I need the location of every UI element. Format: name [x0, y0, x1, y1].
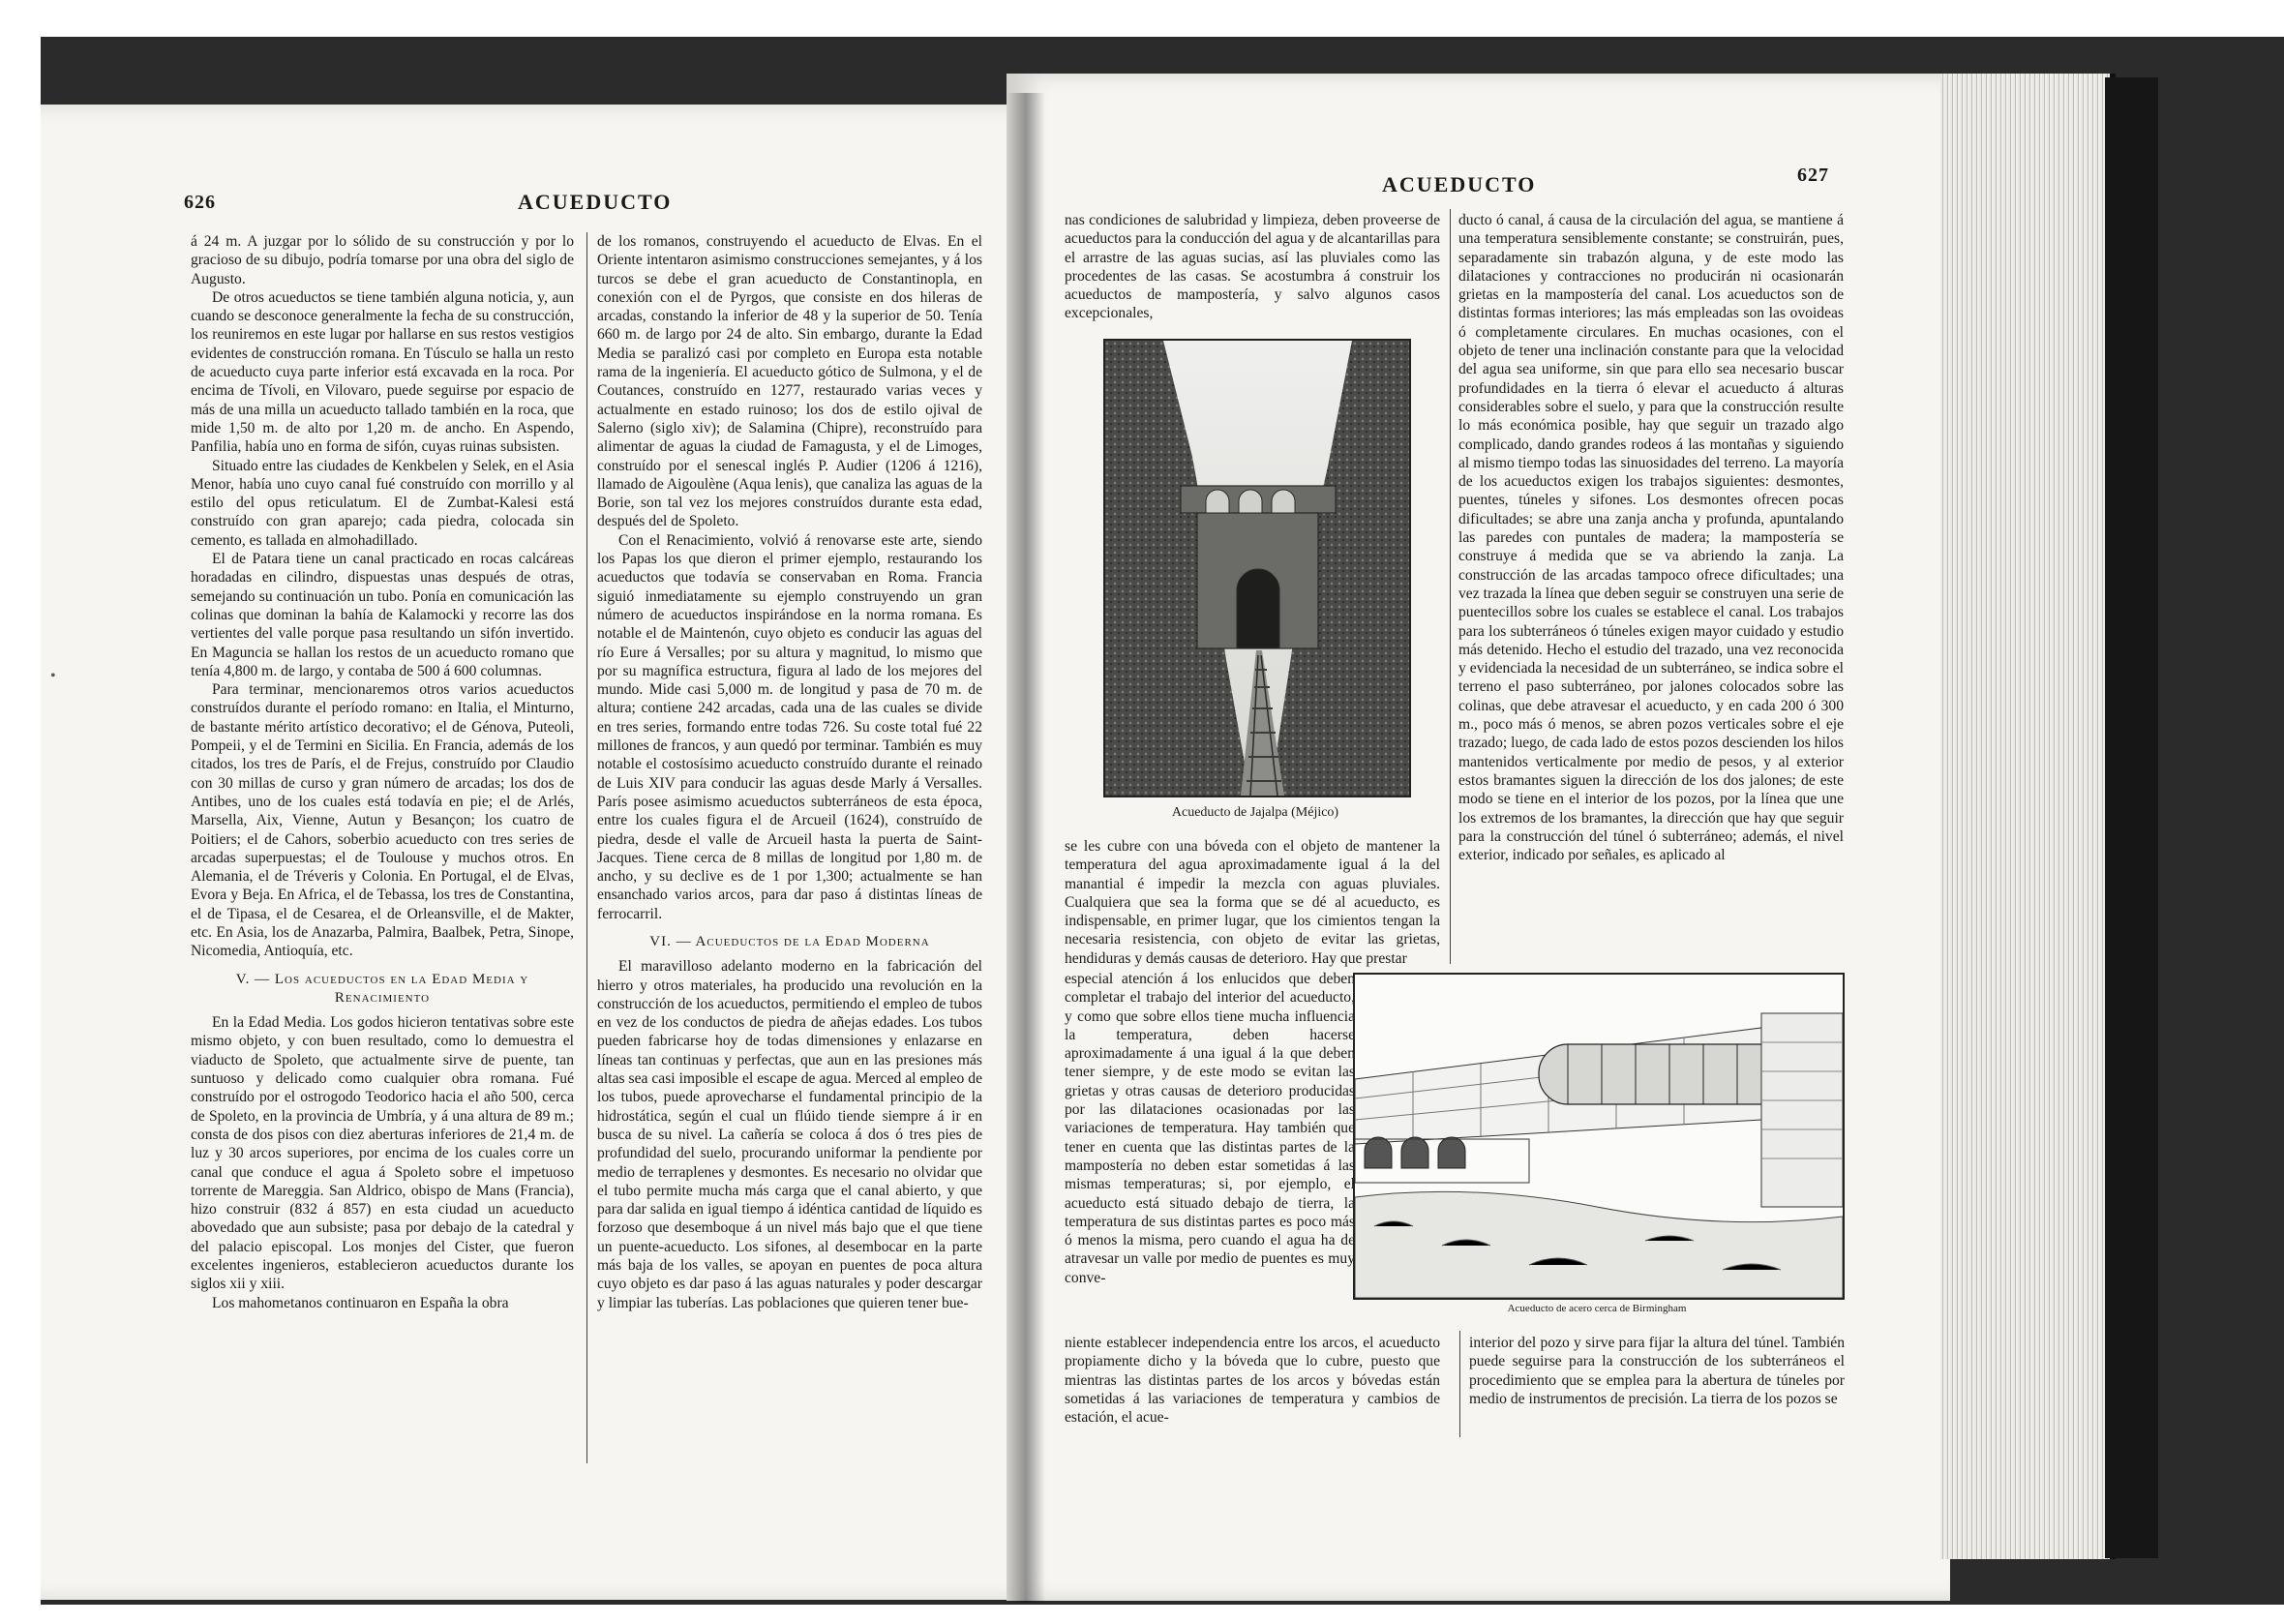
paragraph: El de Patara tiene un canal practicado en rocas calcáreas horadadas en cilindro, dispuestas unas después de otras, semejando su continuación un tubo. Ponía en comunicación las colinas que dominan la bahía de Kalamocki y recorre las dos vertientes del valle porque pasa resultando un sifón invertido. En Maguncia se hallan los restos de un acueducto romano que tenía 4,800 m. de largo, y contaba de 500 á 600 columnas.	[191, 551, 574, 679]
paragraph: Con el Renacimiento, volvió á renovarse este arte, siendo los Papas los que dieron el primer ejemplo, restaurando los acueductos que todavía se conservaban en Roma. Francia siguió inmediatamente su ejemplo construyendo un gran número de acueductos inspirándose en la norma romana. Es notable el de Maintenón, cuyo objeto es conducir las aguas del río Eure á Versalles; por su altura y magnitud, lo mismo que por su magnífica estructura, figura al lado de los mejores del mundo. Mide casi 5,000 m. de longitud y pasa de 70 m. de altura; contiene 242 arcadas, cada una de las cuales se divide en tres series, formando entre todas 726. Su coste total fué 22 millones de francos, y aun quedó por terminar. También es muy notable el costosísimo acueducto construído durante el reinado de Luis XIV para conducir las aguas desde Marly á Versalles. París posee asimismo acueductos subterráneos de esta época, entre los cuales figura el de Arcueil (1624), construído de piedra, desde el valle de Arcueil hasta la puerta de Saint-Jacques. Tiene cerca de 8 millas de longitud por 1,80 m. de ancho, y su declive es de 1 por 1,300; actualmente se han ensanchado varios arcos, para dar paso á distintas líneas de ferrocarril.	[597, 531, 982, 922]
paragraph: Situado entre las ciudades de Kenkbelen y Selek, en el Asia Menor, había uno cuyo canal fué construído con morrillo y al estilo del opus reticulatum. El de Zumbat-Kalesi está construído con gran aparejo; cada piedra, colocada sin cemento, es tallada en almohadillado.	[191, 457, 574, 549]
right-column-2-top	[1458, 211, 1844, 966]
paragraph: El maravilloso adelanto moderno en la fabricación del hierro y otros materiales, ha producido una revolución en la construcción de los acueductos, permitiendo el empleo de tubos en vez de los conductos de piedra de añejas edades. Los tubos pueden fabricarse hoy de todas dimensiones y enlazarse en líneas tan continuas y perfectas, que aun en las presiones más altas sea casi imposible el escape de agua. Merced al empleo de los tubos, puede aprovecharse el fundamental principio de la hidrostática, según el cual un flúido tiende siempre á ir en busca de su nivel. La cañería se coloca á dos ó tres pies de profundidad del suelo, procurando uniformar la pendiente por medio de terraplenes y desmontes. Es necesario no olvidar que el tubo permite mucha más carga que el canal abierto, y que para dar salida en igual tiempo á idéntica cantidad de líquido es forzoso que desemboque á un nivel más bajo que el que tiene un puente-acueducto. Los sifones, al desembocar en la parte más baja de los valles, se apoyan en puentes de poca altura cuyo objeto es dar paso á las aguas naturales y poder descargar y limpiar las tuberías. Las poblaciones que quieren tener bue-	[597, 958, 982, 1311]
paragraph: De otros acueductos se tiene también alguna noticia, y, aun cuando se desconoce generalmente la fecha de su construcción, los reuniremos en este lugar por hallarse en sus restos vestigios evidentes de construcción romana. En Túsculo se halla un resto de acueducto cuya parte inferior está excavada en la roca. Por encima de Tívoli, en Vilovaro, puede seguirse por espacio de más de una milla un acueducto tallado también en la roca, que mide 1,50 m. de alto por 1,20 m. de ancho. En Aspendo, Panfilia, había uno en forma de sifón, cuyas ruinas subsisten.	[191, 288, 574, 456]
left-running-head: ACUEDUCTO	[518, 190, 673, 214]
right-column-1-mid	[1065, 837, 1440, 973]
paragraph: ducto ó canal, á causa de la circulación del agua, se mantiene á una temperatura sensiblemente constante; se construirán, pues, separadamente sin trabazón alguna, y de este modo las dilataciones y contracciones no producirán ni ocasionarán grietas en la mampostería del canal. Los acueductos son de distintas formas interiores; las más empleadas son las ovoideas ó completamente circulares. En muchas ocasiones, con el objeto de tener una inclinación constante para que la velocidad del agua sea uniforme, sin que para ello sea necesario buscar profundidades en la tierra ó elevar el acueducto á alturas considerables sobre el suelo, y para que la construcción resulte lo más económica posible, hay que seguir un trazado algo complicado, dando grandes rodeos á las montañas y siguiendo al mismo tiempo todas las sinuosidades del terreno. La mayoría de los acueductos exigen los trabajos siguientes: desmontes, puentes, túneles y sifones. Los desmontes ofrecen pocas dificultades; se abre una zanja ancha y profunda, apuntalando las paredes con puntales de madera; la mampostería se construye á medida que se va abriendo la zanja. La construcción de las arcadas tampoco ofrece dificultades; una vez trazada la línea que deben seguir se construyen una serie de puentecillos sobre los cuales se establece el canal. Los trabajos para los subterráneos ó túneles exigen mayor cuidado y estudio más detenido. Hecho el estudio del trazado, una vez reconocida y evidenciada la necesidad de un subterráneo, se indica sobre el terreno el paso subterráneo, por jalones colocados sobre las colinas, que debe atravesar el acueducto, y en cada 200 ó 300 m., poco más ó menos, se abren pozos verticales sobre el eje trazado; luego, de cada lado de estos pozos descienden los hilos mantenidos verticalmente por medio de pesos, y al exterior estos bramantes siguen la dirección de los dos jalones; de este modo se tiene en el interior de los pozos, por la línea que une los extremos de los bramantes, la dirección que hay que seguir para la construcción del túnel ó subterráneo; además, el nivel exterior, indicado por señales, es aplicado al	[1458, 212, 1844, 864]
left-folio: 626	[184, 192, 216, 213]
paragraph: de los romanos, construyendo el acueducto de Elvas. En el Oriente intentaron asimismo construcciones semejantes, y á los turcos se debe el gran acueducto de Constantinopla, en conexión con el de Pyrgos, que consiste en dos hileras de arcadas, constando la inferior de 48 y la superior de 50. Tenía 660 m. de largo por 24 de alto. Sin embargo, durante la Edad Media se paralizó casi por completo en Europa esta notable rama de la ingeniería. El acueducto gótico de Sulmona, y el de Coutances, construído en 1277, restaurado varias veces y actualmente en estado ruinoso; los dos de estilo ojival de Salerno (siglo xiv); de Salamina (Chipre), reconstruído para alimentar de aguas la ciudad de Famagusta, y el de Limoges, construído por el senescal inglés P. Audier (1206 á 1216), llamado de Aigoulène (Aqua lenis), que canaliza las aguas de la Borie, son tal vez los mejores construídos durante esta edad, después del de Spoleto.	[597, 233, 982, 530]
left-column-2	[597, 232, 982, 1469]
right-column-1-top	[1065, 211, 1440, 327]
column-rule	[586, 232, 587, 1463]
margin-mark: •	[50, 668, 56, 684]
left-column-1	[191, 232, 574, 1469]
steel-aqueduct-engraving	[1353, 973, 1845, 1300]
column-rule	[1450, 209, 1451, 964]
paragraph: nas condiciones de salubridad y limpieza, deben proveerse de acueductos para la conducción del agua y de alcantarillas para el arrastre de las aguas sucias, así las pluviales como las procedentes de las casas. Se acostumbra á construir los acueductos de mampostería, y salvo algunos casos excepcionales,	[1065, 212, 1440, 322]
paragraph: interior del pozo y sirve para fijar la altura del túnel. También puede seguirse para la construcción de los subterráneos el procedimiento que se emplea para la abertura de túneles por medio de instrumentos de precisión. La tierra de los pozos se	[1469, 1335, 1845, 1407]
section-heading: V. — Los acueductos en la Edad Media y Renacimiento	[235, 971, 529, 1006]
figure-caption: Acueducto de Jajalpa (Méjico)	[1171, 805, 1339, 820]
ravine-aqueduct-photo	[1103, 339, 1411, 797]
paragraph: especial atención á los enlucidos que deben completar el trabajo del interior del acueducto, y como que sobre ellos tiene mucha influencia la temperatura, deben hacerse aproximadamente á una igual á la que deben tener siempre, y de este modo se evitan las grietas y otras causas de deterioro producidas por las dilataciones ocasionadas por las variaciones de temperatura. Hay también que tener en cuenta que las distintas partes de la mampostería no deben estar sometidas á las mismas temperaturas; si, por ejemplo, el acueducto está situado debajo de tierra, la temperatura de sus distintas partes es poco más ó menos la misma, pero cuando el agua ha de atravesar un valle por medio de puentes es muy conve-	[1065, 971, 1355, 1286]
paragraph: niente establecer independencia entre los arcos, el acueducto propiamente dicho y la bóveda que lo cubre, puesto que mientras las distintas partes de los arcos y bóvedas están sometidas á las variaciones de temperatura y cambios de estación, el acue-	[1065, 1335, 1440, 1427]
column-rule	[1459, 1331, 1460, 1437]
figure-caption: Acueducto de acero cerca de Birmingham	[1507, 1303, 1687, 1314]
book-cover	[2105, 77, 2158, 1558]
paragraph: En la Edad Media. Los godos hicieron tentativas sobre este mismo objeto, y con buen resultado, como lo demuestra el viaducto de Spoleto, que actualmente sirve de puente, tan suntuoso y delicado como cualquier obra romana. Fué construído por el ostrogodo Teodorico hacia el año 500, cerca de Spoleto, en la provincia de Umbría, y á una altura de 89 m.; consta de dos pisos con diez aberturas inferiores de 21,4 m. de luz y 30 arcos superiores, por encima de los cuales corre un canal que conduce el agua á Spoleto sobre el impetuoso torrente de Mareggia. San Aldrico, obispo de Mans (Francia), hizo construir (832 á 857) en esta ciudad un acueducto abovedado que aun subsiste; pasa por debajo de la catedral y del palacio episcopal. Los monjes del Cister, que fueron excelentes ingenieros, establecieron acueductos durante los siglos xii y xiii.	[191, 1014, 574, 1293]
book-gutter	[1007, 93, 1045, 1603]
figure-birmingham	[1353, 973, 1845, 1311]
right-column-1-narrow	[1065, 970, 1355, 1347]
paragraph: Los mahometanos continuaron en España la obra	[212, 1294, 509, 1311]
section-heading: VI. — Acueductos de la Edad Moderna	[649, 933, 930, 949]
right-column-1-bottom	[1065, 1334, 1440, 1440]
paragraph: á 24 m. A juzgar por lo sólido de su construcción y por lo gracioso de su dibujo, podría tomarse por una obra del siglo de Augusto.	[191, 233, 574, 287]
paragraph: se les cubre con una bóveda con el objeto de mantener la temperatura del agua aproximadamente igual á la del manantial é impedir la mezcla con aguas pluviales. Cualquiera que sea la forma que se dé al acueducto, es indispensable, en primer lugar, que los cimientos tengan la necesaria resistencia, con objeto de evitar las grietas, hendiduras y demás causas de deterioro. Hay que prestar	[1065, 838, 1440, 967]
figure-jajalpa	[1103, 339, 1411, 801]
page-edges	[1940, 74, 2116, 1559]
right-column-2-bottom	[1469, 1334, 1845, 1440]
right-running-head: ACUEDUCTO	[1382, 172, 1537, 196]
right-folio: 627	[1797, 165, 1829, 186]
paragraph: Para terminar, mencionaremos otros varios acueductos construídos durante el período romano: en Italia, el Minturno, de bastante mérito artístico decorativo; el de Génova, Puteoli, Pompeii, y el de Termini en Sicilia. En Francia, además de los citados, los tres de París, el de Frejus, construído por Claudio con 30 millas de curso y gran número de arcadas; los dos de Antibes, uno de los cuales está todavía en pie; el de Arlés, Marsella, Aix, Vienne, Autun y Besançon; los cuatro de Poitiers; el de Cahors, soberbio acueducto con tres series de arcadas superpuestas; el de Toulouse y muchos otros. En Alemania, el de Tréveris y Colonia. En Portugal, el de Elvas, Evora y Beja. En Africa, el de Tebassa, los tres de Constantina, el de Tipasa, el de Cesarea, el de Orleansville, el de Makter, etc. En Asia, los de Anazarba, Palmira, Baalbek, Petra, Sinope, Nicomedia, Antioquía, etc.	[191, 681, 574, 960]
